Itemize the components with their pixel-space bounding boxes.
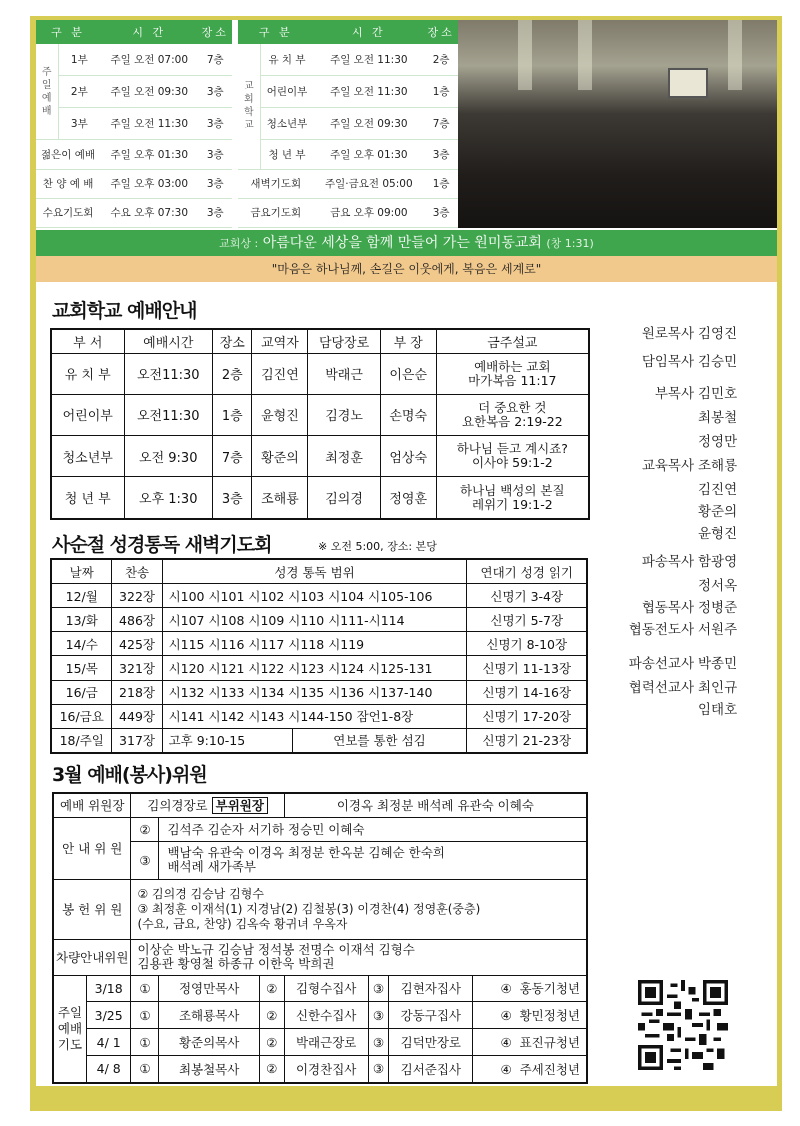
reading-range: 고후 9:10-15 xyxy=(162,728,292,753)
service-time: 주일·금요전 05:00 xyxy=(313,169,424,198)
group-number: ② xyxy=(131,817,159,841)
service-name: 3부 xyxy=(58,108,100,140)
staff-title: 교육목사 xyxy=(641,458,694,474)
service-place: 3층 xyxy=(198,108,232,140)
prayer-person: 표진규청년 xyxy=(519,1035,580,1051)
col-header: 구 분 xyxy=(238,20,313,44)
guide-label: 안 내 위 원 xyxy=(53,817,131,879)
prayer-date: 3/18 xyxy=(86,975,131,1002)
service-name: 새벽기도회 xyxy=(238,169,313,198)
elder: 최정훈 xyxy=(308,436,380,477)
circ-number: ③ xyxy=(368,1055,389,1083)
pastor: 윤형진 xyxy=(252,394,308,435)
prayer-person: 강동구집사 xyxy=(389,1002,473,1029)
col-header: 날짜 xyxy=(51,559,112,584)
col-header: 금주설교 xyxy=(436,329,589,353)
motto-prefix: 교회상 : xyxy=(219,237,259,250)
staff-name: 김승민 xyxy=(698,354,738,370)
chron-reading: 신명기 5-7장 xyxy=(467,608,587,632)
date: 15/목 xyxy=(51,656,112,680)
vice-label: 부위원장 xyxy=(212,797,268,814)
service-place: 3층 xyxy=(198,140,232,169)
time: 오전11:30 xyxy=(124,394,213,435)
time: 오전 9:30 xyxy=(124,436,213,477)
circ-number: ② xyxy=(259,1055,284,1083)
service-name: 금요기도회 xyxy=(238,198,313,227)
staff-name: 정병준 xyxy=(698,600,738,616)
col-header: 성경 통독 범위 xyxy=(162,559,467,584)
service-time: 주일 오후 01:30 xyxy=(100,140,198,169)
prayer-date: 4/ 1 xyxy=(86,1029,131,1056)
service-place: 3층 xyxy=(424,198,458,227)
car-names: 이상순 박노규 김승남 정석봉 전명수 이재석 김형수 xyxy=(137,942,415,957)
place: 2층 xyxy=(213,353,252,394)
group-label: 교회학교 xyxy=(238,44,260,169)
chron-reading: 신명기 11-13장 xyxy=(467,656,587,680)
table-row xyxy=(51,728,587,753)
hymn: 218장 xyxy=(112,680,162,704)
col-header: 찬송 xyxy=(112,559,162,584)
table-row xyxy=(51,632,587,656)
car-label: 차량안내위원 xyxy=(53,939,131,975)
motto-text: 아름다운 세상을 함께 만들어 가는 원미동교회 xyxy=(262,235,542,251)
service-name: 유 치 부 xyxy=(260,44,313,75)
circ-number: ① xyxy=(131,1002,159,1029)
dawn-table xyxy=(50,558,588,754)
circ-number: ③ xyxy=(368,1002,389,1029)
pastor: 황준의 xyxy=(252,436,308,477)
service-time: 주일 오전 11:30 xyxy=(313,75,424,107)
chron-reading: 신명기 17-20장 xyxy=(467,704,587,728)
circ-number: ③ xyxy=(368,1029,389,1056)
group-number: ③ xyxy=(131,841,159,879)
hymn: 486장 xyxy=(112,608,162,632)
col-header: 구 분 xyxy=(36,20,100,44)
dept: 어린이부 xyxy=(51,394,124,435)
circ-number: ④ xyxy=(500,1035,512,1051)
staff-name: 최봉철 xyxy=(698,410,738,426)
time: 오후 1:30 xyxy=(124,477,213,519)
prayer-person: 김서준집사 xyxy=(389,1055,473,1083)
table-row xyxy=(51,394,589,435)
service-place: 7층 xyxy=(198,44,232,75)
chair-name: 김의경장로 xyxy=(147,798,208,814)
reading-range: 시132 시133 시134 시135 시136 시137-140 xyxy=(162,680,467,704)
qr-code[interactable] xyxy=(638,980,728,1070)
circ-number: ① xyxy=(131,1029,159,1056)
dawn-note: ※ 오전 5:00, 장소: 본당 xyxy=(318,540,437,553)
staff-name: 정영만 xyxy=(698,434,738,450)
service-place: 1층 xyxy=(424,169,458,198)
chron-reading: 신명기 3-4장 xyxy=(467,584,587,608)
prayer-person: 주세진청년 xyxy=(519,1061,580,1077)
committee-title: 3월 예배(봉사)위원 xyxy=(52,764,207,786)
prayer-person: 김덕만장로 xyxy=(389,1029,473,1056)
date: 16/금 xyxy=(51,680,112,704)
chron-reading: 신명기 21-23장 xyxy=(467,728,587,753)
sermon-ref: 레위기 19:1-2 xyxy=(471,496,553,512)
circ-number: ① xyxy=(131,1055,159,1083)
service-name: 수요기도회 xyxy=(36,198,100,227)
car-names: 김용관 황영철 하종규 이한욱 박희권 xyxy=(137,956,335,971)
elder: 김의경 xyxy=(308,477,380,519)
offer-names: ③ 최정훈 이재석(1) 지경남(2) 김철봉(3) 이경찬(4) 정영훈(중층) xyxy=(137,901,481,916)
school-title: 교회학교 예배안내 xyxy=(52,300,197,322)
head: 손명숙 xyxy=(380,394,436,435)
elder: 박래근 xyxy=(308,353,380,394)
date: 14/수 xyxy=(51,632,112,656)
service-name: 찬 양 예 배 xyxy=(36,169,100,198)
col-header: 연대기 성경 읽기 xyxy=(467,559,587,584)
service-time: 금요 오후 09:00 xyxy=(313,198,424,227)
sermon-ref: 이사야 59:1-2 xyxy=(471,455,553,471)
circ-number: ④ xyxy=(500,981,512,997)
staff-name: 박종민 xyxy=(698,656,738,672)
pastor: 김진연 xyxy=(252,353,308,394)
prayer-person: 홍동기청년 xyxy=(519,981,580,997)
hymn: 449장 xyxy=(112,704,162,728)
elder: 김경노 xyxy=(308,394,380,435)
service-time: 주일 오후 01:30 xyxy=(313,140,424,169)
circ-number: ② xyxy=(259,975,284,1002)
head: 이은순 xyxy=(380,353,436,394)
prayer-date: 3/25 xyxy=(86,1002,131,1029)
reading-range: 시107 시108 시109 시110 시111-시114 xyxy=(162,608,467,632)
dept: 유 치 부 xyxy=(51,353,124,394)
offer-names: ② 김의경 김승남 김형수 xyxy=(137,886,264,901)
staff-name: 임태호 xyxy=(698,702,738,718)
service-schedule xyxy=(36,20,458,228)
motto-ref: (창 1:31) xyxy=(546,237,594,250)
guide-names: 김석주 김순자 서기하 정승민 이혜숙 xyxy=(159,817,587,841)
pastor: 조해룡 xyxy=(252,477,308,519)
head: 엄상숙 xyxy=(380,436,436,477)
staff-name: 김영진 xyxy=(698,326,738,342)
staff-name: 서원주 xyxy=(698,622,738,638)
service-place: 3층 xyxy=(198,75,232,107)
date: 12/월 xyxy=(51,584,112,608)
prayer-date: 4/ 8 xyxy=(86,1055,131,1083)
hymn: 317장 xyxy=(112,728,162,753)
staff-name: 김민호 xyxy=(698,386,738,402)
hymn: 321장 xyxy=(112,656,162,680)
col-header: 부 서 xyxy=(51,329,124,353)
committee-table xyxy=(52,792,588,1084)
service-name: 1부 xyxy=(58,44,100,75)
date: 16/금요 xyxy=(51,704,112,728)
reading-range: 시141 시142 시143 시144-150 잠언1-8장 xyxy=(162,704,467,728)
prayer-label: 주일예배기도 xyxy=(53,975,86,1083)
service-time: 수요 오후 07:30 xyxy=(100,198,198,227)
table-row xyxy=(51,436,589,477)
table-row xyxy=(51,477,589,519)
dawn-title: 사순절 성경통독 새벽기도회 xyxy=(52,534,272,556)
staff-name: 김진연 xyxy=(698,482,738,498)
staff-name: 함광영 xyxy=(698,554,738,570)
school-table xyxy=(50,328,590,520)
sermon-title: 예배하는 교회 xyxy=(474,358,551,374)
service-time: 주일 오전 09:30 xyxy=(100,75,198,107)
offer-label: 봉 헌 위 원 xyxy=(53,879,131,939)
table-row xyxy=(51,680,587,704)
col-header: 시 간 xyxy=(100,20,198,44)
sermon-title: 더 중요한 것 xyxy=(478,399,547,415)
staff-name: 조해룡 xyxy=(698,458,738,474)
col-header: 담당장로 xyxy=(308,329,380,353)
table-row xyxy=(51,584,587,608)
col-header: 교역자 xyxy=(252,329,308,353)
staff-title: 파송선교사 xyxy=(628,656,694,672)
chron-reading: 신명기 8-10장 xyxy=(467,632,587,656)
circ-number: ① xyxy=(131,975,159,1002)
hymn: 322장 xyxy=(112,584,162,608)
group-label: 주일예배 xyxy=(36,44,58,140)
dept: 청 년 부 xyxy=(51,477,124,519)
sermon-title: 하나님 듣고 계시죠? xyxy=(456,441,568,457)
date: 13/화 xyxy=(51,608,112,632)
service-name: 2부 xyxy=(58,75,100,107)
service-time: 주일 오후 03:00 xyxy=(100,169,198,198)
service-place: 3층 xyxy=(198,169,232,198)
service-name: 청 년 부 xyxy=(260,140,313,169)
staff-title: 담임목사 xyxy=(641,354,694,370)
table-row xyxy=(51,656,587,680)
circ-number: ② xyxy=(259,1002,284,1029)
service-place: 2층 xyxy=(424,44,458,75)
guide-names: 배석례 새가족부 xyxy=(167,859,256,874)
circ-number: ④ xyxy=(500,1061,512,1077)
col-header: 부 장 xyxy=(380,329,436,353)
reading-range: 시100 시101 시102 시103 시104 시105-106 xyxy=(162,584,467,608)
sermon-title: 하나님 백성의 본질 xyxy=(460,482,565,498)
col-header: 시 간 xyxy=(313,20,424,44)
staff-name: 윤형진 xyxy=(698,526,738,542)
col-header: 장소 xyxy=(424,20,458,44)
service-place: 1층 xyxy=(424,75,458,107)
staff-title: 협동전도사 xyxy=(628,622,694,638)
circ-number: ② xyxy=(259,1029,284,1056)
col-header: 장소 xyxy=(213,329,252,353)
circ-number: ④ xyxy=(500,1008,512,1024)
vice-names: 이경옥 최정분 배석례 유관숙 이혜숙 xyxy=(284,793,587,817)
service-time: 주일 오전 07:00 xyxy=(100,44,198,75)
table-row xyxy=(51,608,587,632)
prayer-person: 신한수집사 xyxy=(284,1002,368,1029)
table-row xyxy=(51,704,587,728)
prayer-person: 조해룡목사 xyxy=(159,1002,259,1029)
staff-name: 황준의 xyxy=(698,504,738,520)
place: 7층 xyxy=(213,436,252,477)
prayer-person: 박래근장로 xyxy=(284,1029,368,1056)
service-time: 주일 오전 11:30 xyxy=(100,108,198,140)
sermon-theme: 연보를 통한 섬김 xyxy=(292,728,467,753)
sermon-ref: 요한복음 2:19-22 xyxy=(461,413,563,429)
place: 1층 xyxy=(213,394,252,435)
service-time: 주일 오전 09:30 xyxy=(313,108,424,140)
service-place: 3층 xyxy=(198,198,232,227)
staff-title: 협동목사 xyxy=(641,600,694,616)
service-time: 주일 오전 11:30 xyxy=(313,44,424,75)
reading-range: 시120 시121 시122 시123 시124 시125-131 xyxy=(162,656,467,680)
circ-number: ③ xyxy=(368,975,389,1002)
service-name: 어린이부 xyxy=(260,75,313,107)
prayer-person: 김형수집사 xyxy=(284,975,368,1002)
service-place: 7층 xyxy=(424,108,458,140)
service-name: 젊은이 예배 xyxy=(36,140,100,169)
service-place: 3층 xyxy=(424,140,458,169)
reading-range: 시115 시116 시117 시118 시119 xyxy=(162,632,467,656)
vision-quote: "마음은 하나님께, 손길은 이웃에게, 복음은 세계로" xyxy=(36,256,777,282)
staff-title: 원로목사 xyxy=(641,326,694,342)
staff-title: 파송목사 xyxy=(641,554,694,570)
staff-title: 협력선교사 xyxy=(628,680,694,696)
prayer-person: 최봉철목사 xyxy=(159,1055,259,1083)
hymn: 425장 xyxy=(112,632,162,656)
prayer-person: 황민정청년 xyxy=(519,1008,580,1024)
time: 오전11:30 xyxy=(124,353,213,394)
sanctuary-photo xyxy=(458,20,777,228)
dept: 청소년부 xyxy=(51,436,124,477)
motto-banner xyxy=(36,230,777,256)
head: 정영훈 xyxy=(380,477,436,519)
prayer-person: 정영만목사 xyxy=(159,975,259,1002)
prayer-person: 이경찬집사 xyxy=(284,1055,368,1083)
prayer-person: 김현자집사 xyxy=(389,975,473,1002)
staff-name: 최인규 xyxy=(698,680,738,696)
date: 18/주일 xyxy=(51,728,112,753)
table-row xyxy=(51,353,589,394)
staff-name: 정서옥 xyxy=(698,578,738,594)
place: 3층 xyxy=(213,477,252,519)
chron-reading: 신명기 14-16장 xyxy=(467,680,587,704)
col-header: 장소 xyxy=(198,20,232,44)
chair-label: 예배 위원장 xyxy=(53,793,131,817)
sermon-ref: 마가복음 11:17 xyxy=(468,372,557,388)
col-header: 예배시간 xyxy=(124,329,213,353)
staff-title: 부목사 xyxy=(654,386,694,402)
guide-names: 백남숙 유관숙 이경옥 최정분 한옥분 김혜순 한숙희 xyxy=(167,845,445,860)
service-name: 청소년부 xyxy=(260,108,313,140)
offer-names: (수요, 금요, 찬양) 김옥숙 황귀녀 우옥자 xyxy=(137,916,348,931)
prayer-person: 황준의목사 xyxy=(159,1029,259,1056)
